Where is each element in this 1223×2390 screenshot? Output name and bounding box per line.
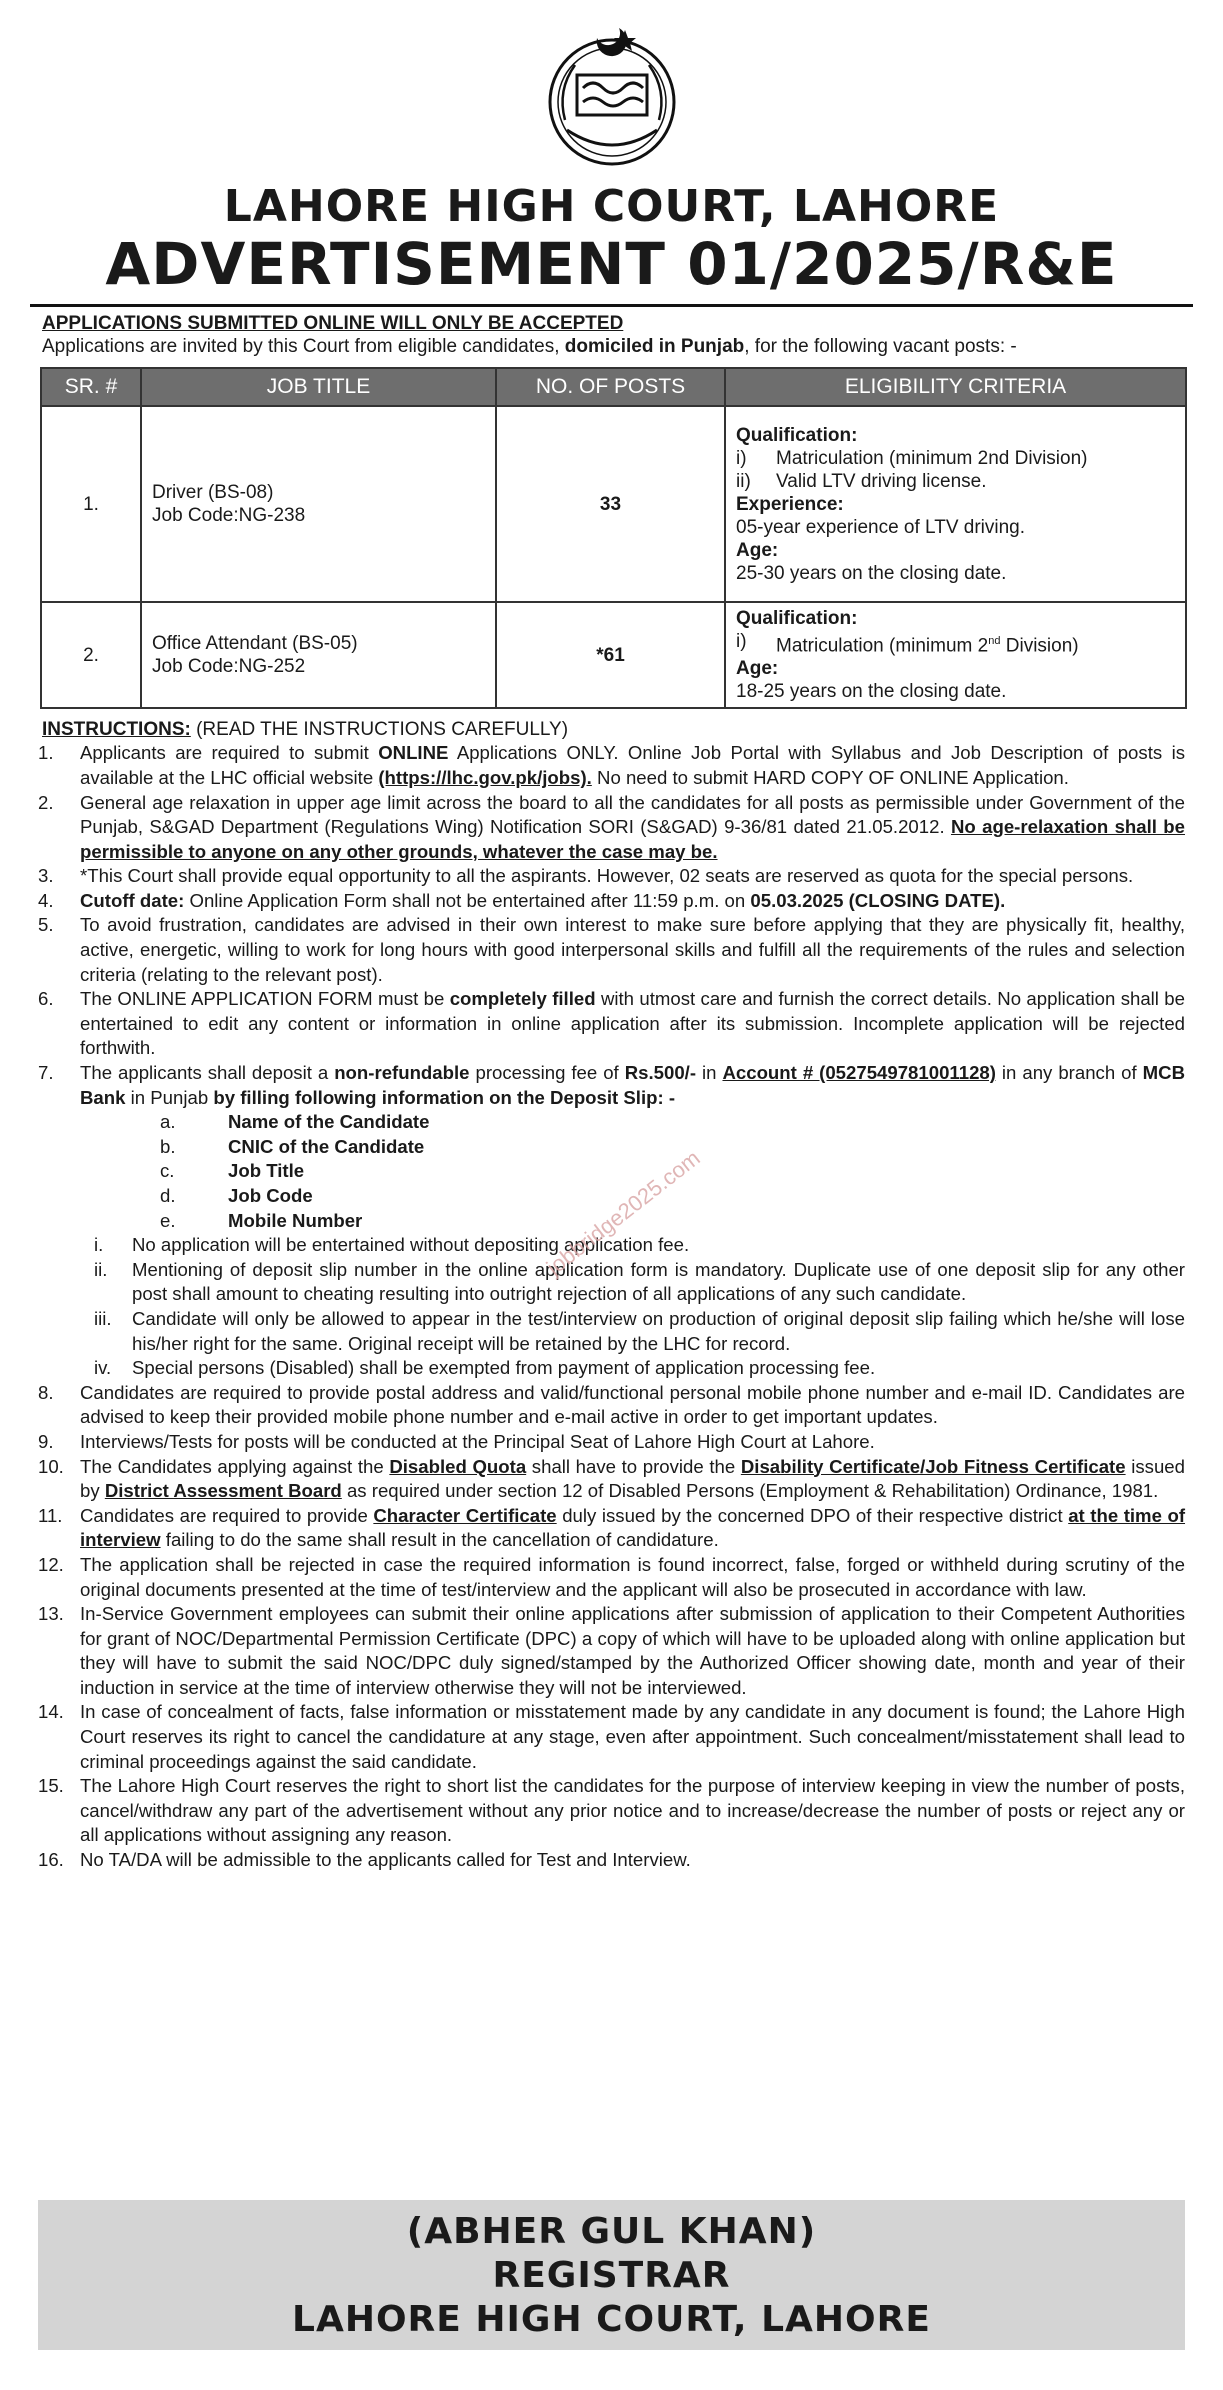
experience-label: Experience: <box>736 493 844 515</box>
court-emblem-icon <box>537 20 687 170</box>
job-code: Job Code:NG-238 <box>152 505 306 526</box>
online-only-notice: APPLICATIONS SUBMITTED ONLINE WILL ONLY BE ACCEPTED <box>42 313 624 334</box>
instructions-heading: INSTRUCTIONS: (READ THE INSTRUCTIONS CAREFULLY) <box>42 719 569 741</box>
instructions-list <box>30 741 1193 1872</box>
signature-block <box>38 2200 1185 2350</box>
header-job-title: JOB TITLE <box>141 368 496 406</box>
job-code: Job Code:NG-252 <box>152 656 306 678</box>
table-row <box>41 406 1186 602</box>
row-job-title <box>141 406 496 602</box>
instruction-16: 16. No TA/DA will be admissible to the applicants called for Test and Interview. <box>38 1849 691 1871</box>
qual-number: i) <box>736 447 747 469</box>
qual-number: ii) <box>736 470 751 492</box>
instruction-12: 12. The application shall be rejected in case the required information is found incorrect, false, forged or withheld during scrutiny of the original documents presented at the time of test/interview and the applicant will also be prosecuted in accordance with law. <box>38 1553 1185 1600</box>
instruction-4: 4. Cutoff date: Online Application Form shall not be entertained after 11:59 p.m. on 05.03.2025 (CLOSING DATE). <box>38 889 1006 911</box>
instruction-14: 14. In case of concealment of facts, false information or misstatement made by any candidate in any document is found; the Lahore High Court reserves its right to cancel the candidature at any stage, even after appointment. Such concealment/misstatement shall lead to criminal proceedings against the said candidate. <box>38 1701 1185 1772</box>
instruction-8: 8. Candidates are required to provide postal address and valid/functional personal mobile phone number and e-mail ID. Candidates are advised to keep their provided mobile phone number and e-mail active in order to get important updates. <box>38 1381 1185 1428</box>
instruction-7: 7. The applicants shall deposit a non-refundable processing fee of Rs.500/- in Account # (0527549781001128) in any branch of MCB Bank in Punjab by filling following information on the Deposit Slip: - <box>38 1062 1186 1108</box>
vacancy-table <box>40 367 1187 709</box>
instruction-6: 6. The ONLINE APPLICATION FORM must be completely filled with utmost care and furnish the correct details. No application shall be entertained to edit any content or information in online application after its submission. Incomplete application will be rejected forthwith. <box>38 988 1185 1059</box>
list-item: d. Job Code <box>160 1185 313 1207</box>
advertisement-page <box>30 20 1193 2340</box>
instruction-15: 15. The Lahore High Court reserves the right to short list the candidates for the purpose of interview keeping in view the number of posts, cancel/withdraw any part of the advertisement without any prior notice and to increase/decrease the number of posts or reject any or all applications without assigning any reason. <box>38 1775 1185 1846</box>
list-item: e. Mobile Number <box>160 1209 363 1231</box>
qual-text: Matriculation (minimum 2nd Division) <box>776 635 1079 657</box>
qualification-label: Qualification: <box>736 424 858 446</box>
row-job-title <box>141 602 496 708</box>
list-item: iii. Candidate will only be allowed to appear in the test/interview on production of original deposit slip failing which he/she will lose his/her right for the same. Original receipt will be retained by the LHC for record. <box>94 1307 1185 1354</box>
list-item: b. CNIC of the Candidate <box>160 1135 425 1157</box>
instruction-2: 2. General age relaxation in upper age limit across the board to all the candidates for all posts as permissible under Government of the Punjab, S&GAD Department (Regulations Wing) Notification SORI (S&GAD) 9-36/81 dated 21.05.2012. No age-relaxation shall be permissible to anyone on any other grounds, whatever the case may be. <box>38 791 1185 862</box>
list-item: ii. Mentioning of deposit slip number in the online application form is mandatory. Duplicate use of one deposit slip for any other post shall amount to cheating resulting into outright rejection of all applications of any such candidate. <box>94 1258 1185 1305</box>
age-label: Age: <box>736 658 779 680</box>
instruction-1: 1. Applicants are required to submit ONLINE Applications ONLY. Online Job Portal with Syllabus and Job Description of posts is available at the LHC official website (https://lhc.gov.pk/jobs). No need to submit HARD COPY OF ONLINE Application. <box>38 742 1185 788</box>
qual-text: Matriculation (minimum 2nd Division) <box>776 447 1088 469</box>
experience-text: 05-year experience of LTV driving. <box>736 516 1026 538</box>
list-item: iv. Special persons (Disabled) shall be exempted from payment of application processing fee. <box>94 1357 876 1379</box>
registrar-name: (ABHER GUL KHAN) <box>406 2211 817 2252</box>
age-label: Age: <box>736 539 779 561</box>
qual-text: Valid LTV driving license. <box>776 470 987 492</box>
row-posts: 33 <box>496 406 725 602</box>
qualification-label: Qualification: <box>736 608 858 629</box>
instruction-3: 3. *This Court shall provide equal opportunity to all the aspirants. However, 02 seats are reserved as quota for the special persons. <box>38 865 1134 887</box>
registrar-office: LAHORE HIGH COURT, LAHORE <box>292 2299 931 2340</box>
qual-number: i) <box>736 631 747 652</box>
advertisement-title: ADVERTISEMENT 01/2025/R&E <box>105 230 1118 298</box>
table-header-row <box>41 368 1186 406</box>
list-item: a. Name of the Candidate <box>160 1111 430 1133</box>
registrar-designation: REGISTRAR <box>492 2255 731 2296</box>
deposit-slip-notes <box>30 1233 1193 1381</box>
lhc-jobs-link[interactable]: (https://lhc.gov.pk/jobs). <box>378 766 592 788</box>
age-text: 25-30 years on the closing date. <box>736 562 1007 584</box>
row-criteria <box>725 602 1186 708</box>
instruction-13: 13. In-Service Government employees can submit their online applications after submission of application to their Competent Authorities for grant of NOC/Departmental Permission Certificate (DPC) a copy of which will have to be uploaded along with online application but they will have to submit the said NOC/DPC duly signed/stamped by the Authorized Officer showing date, month and year of their induction in service at the time of interview otherwise they will not be interviewed. <box>38 1603 1185 1698</box>
row-sr: 1. <box>41 406 141 602</box>
instruction-9: 9. Interviews/Tests for posts will be conducted at the Principal Seat of Lahore High Court at Lahore. <box>38 1430 875 1452</box>
job-title: Office Attendant (BS-05) <box>152 633 358 655</box>
list-item: c. Job Title <box>160 1160 305 1182</box>
row-sr: 2. <box>41 602 141 708</box>
instruction-5: 5. To avoid frustration, candidates are advised in their own interest to make sure before applying that they are physically fit, healthy, active, energetic, willing to work for long hours with good interpersonal skills and fulfill all the requirements of the rules and selection criteria (relating to the relevant post). <box>38 914 1185 985</box>
list-item: i. No application will be entertained without depositing application fee. <box>94 1234 690 1256</box>
title-divider <box>30 304 1193 307</box>
instruction-10: 10. The Candidates applying against the Disabled Quota shall have to provide the Disability Certificate/Job Fitness Certificate issued by District Assessment Board as required under section 12 of Disabled Persons (Employment & Rehabilitation) Ordinance, 1981. <box>38 1455 1185 1502</box>
header-sr: SR. # <box>41 368 141 406</box>
row-posts: *61 <box>496 602 725 708</box>
instruction-11: 11. Candidates are required to provide Character Certificate duly issued by the concerned DPO of their respective district at the time of interview failing to do the same shall result in the cancellation of candidature. <box>38 1504 1186 1551</box>
header-eligibility: ELIGIBILITY CRITERIA <box>725 368 1186 406</box>
header-no-of-posts: NO. OF POSTS <box>496 368 725 406</box>
row-criteria <box>725 406 1186 602</box>
court-title: LAHORE HIGH COURT, LAHORE <box>223 181 1000 232</box>
table-row <box>41 602 1186 708</box>
watermark: jobbridge2025.com <box>541 1145 705 1281</box>
age-text: 18-25 years on the closing date. <box>736 681 1007 703</box>
job-title: Driver (BS-08) <box>152 482 274 503</box>
intro-text: Applications are invited by this Court from eligible candidates, domiciled in Punjab, for the following vacant posts: - <box>42 336 1017 357</box>
